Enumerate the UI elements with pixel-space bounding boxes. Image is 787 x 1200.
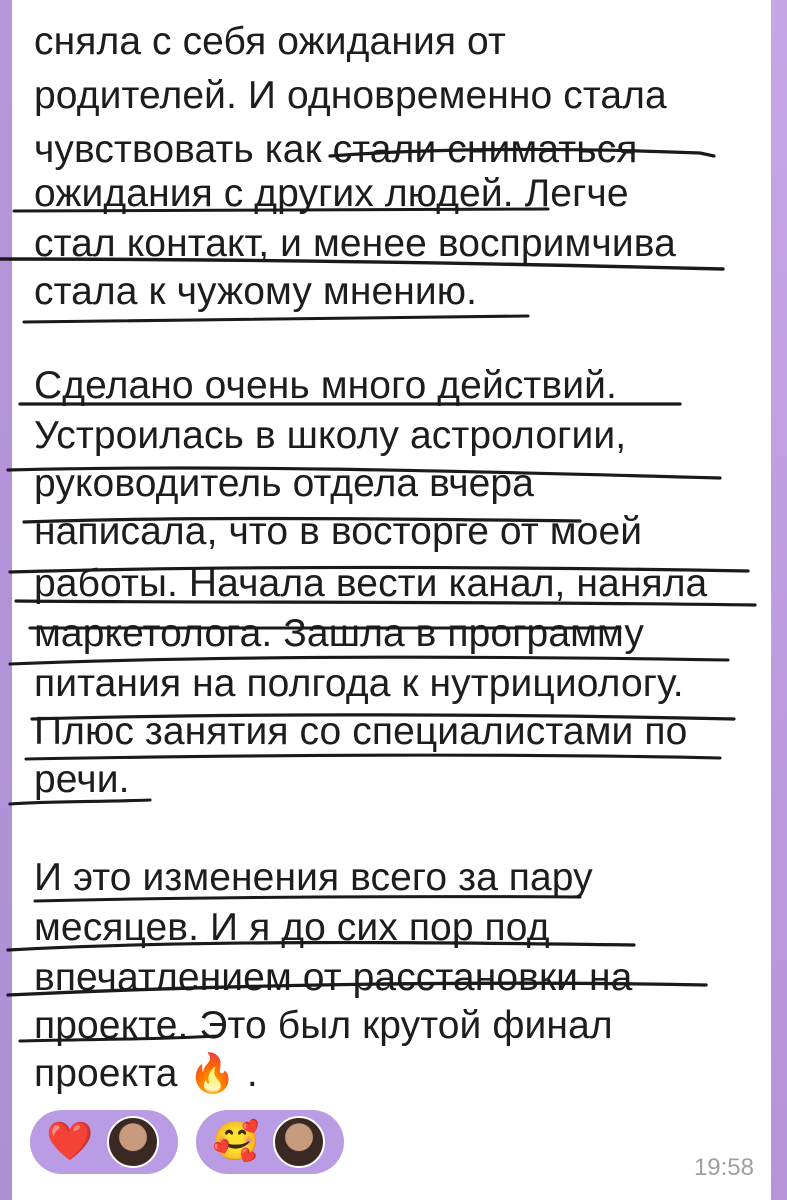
message-line: руководитель отдела вчера <box>34 462 535 505</box>
heart-icon: ❤️ <box>46 1121 94 1163</box>
message-line: сняла с себя ожидания от <box>34 20 506 63</box>
message-line: чувствовать как стали сниматься <box>34 128 638 171</box>
chat-background-right <box>771 0 787 1200</box>
message-line: работы. Начала вести канал, наняла <box>34 562 708 605</box>
message-line: месяцев. И я до сих пор под <box>34 906 550 949</box>
avatar[interactable] <box>273 1116 325 1168</box>
message-line: проекте. Это был крутой финал <box>34 1004 613 1047</box>
smiling-face-with-hearts-icon: 🥰 <box>212 1121 260 1163</box>
message-time: 19:58 <box>693 1154 754 1181</box>
message-line: ожидания с других людей. Легче <box>34 172 629 215</box>
fire-icon: 🔥 <box>188 1053 236 1095</box>
avatar[interactable] <box>107 1116 159 1168</box>
message-line: маркетолога. Зашла в программу <box>34 612 644 655</box>
message-line: речи. <box>34 758 130 801</box>
message-line: Устроилась в школу астрологии, <box>34 414 627 457</box>
message-line-last <box>34 1052 258 1096</box>
message-line: впечатлением от расстановки на <box>34 956 633 999</box>
reactions-row <box>30 1110 344 1174</box>
message-line: Сделано очень много действий. <box>34 364 617 407</box>
reaction-smiling-hearts[interactable] <box>196 1110 344 1174</box>
reaction-heart[interactable] <box>30 1110 178 1174</box>
message-line: написала, что в восторге от моей <box>34 510 643 553</box>
message-line: И это изменения всего за пару <box>34 856 593 899</box>
message-line: стал контакт, и менее воспримчива <box>34 222 676 265</box>
message-line: стала к чужому мнению. <box>34 270 478 313</box>
chat-background-left <box>0 0 12 1200</box>
message-last-text: проекта <box>34 1052 178 1095</box>
message-line: родителей. И одновременно стала <box>34 74 667 117</box>
message-tail: . <box>246 1052 258 1095</box>
message-line: питания на полгода к нутрициологу. <box>34 662 684 705</box>
message-line: Плюс занятия со специалистами по <box>34 710 688 753</box>
